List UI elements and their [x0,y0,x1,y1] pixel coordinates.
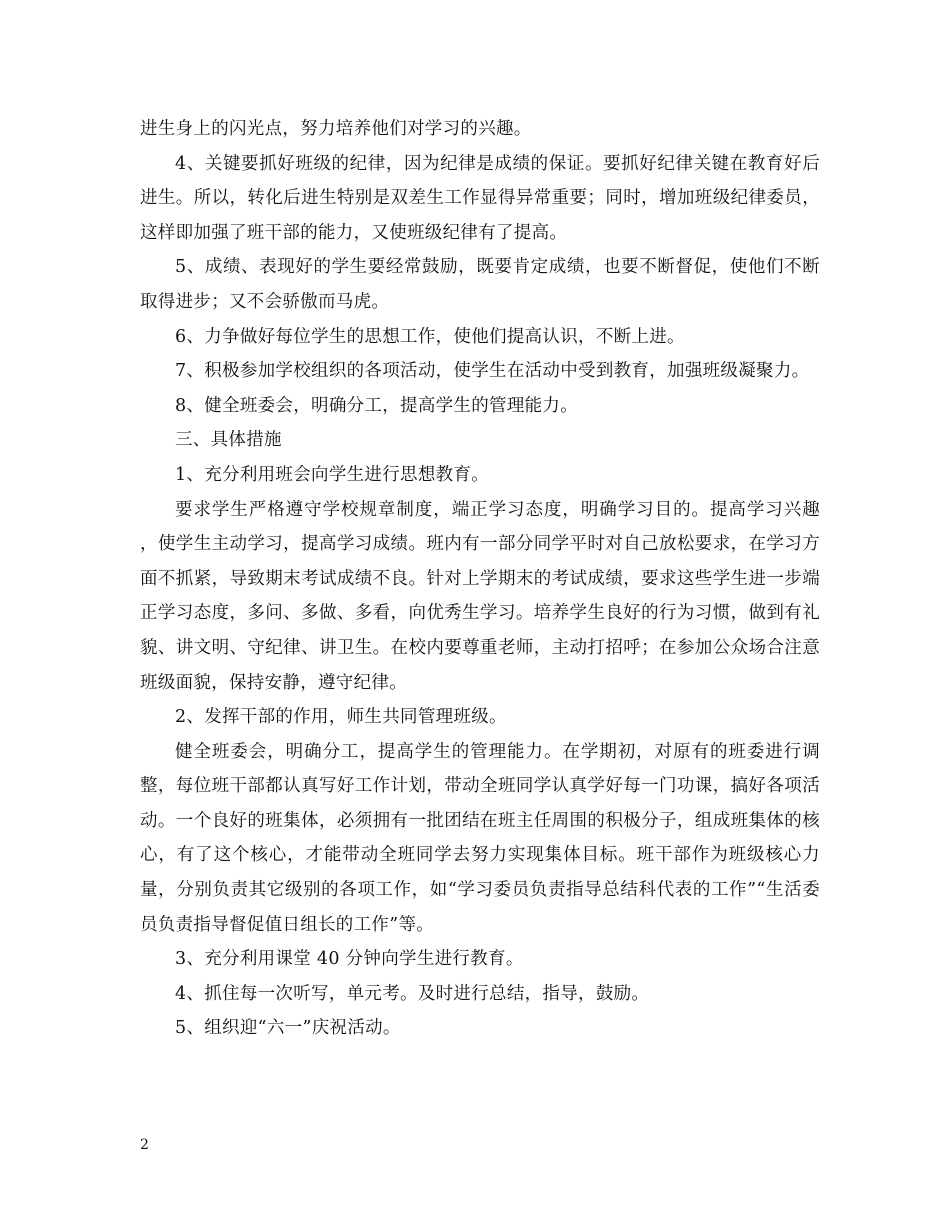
paragraph: 5、成绩、表现好的学生要经常鼓励，既要肯定成绩，也要不断督促，使他们不断取得进步；又不会骄傲而马虎。 [140,257,820,312]
section-heading: 三、具体措施 [175,430,282,451]
paragraph: 8、健全班委会，明确分工，提高学生的管理能力。 [175,395,579,416]
paragraph: 1、充分利用班会向学生进行思想教育。 [175,464,490,485]
paragraph: 5、组织迎“六一”庆祝活动。 [175,1018,401,1039]
paragraph: 2、发挥干部的作用，师生共同管理班级。 [175,707,507,728]
paragraph: 7、积极参加学校组织的各项活动，使学生在活动中受到教育，加强班级凝聚力。 [175,361,810,382]
paragraph: 健全班委会，明确分工，提高学生的管理能力。在学期初，对原有的班委进行调整，每位班干部都认真写好工作计划，带动全班同学认真学好每一门功课，搞好各项活动。一个良好的班集体，必须拥有一批团结在班主任周围的积极分子，组成班集体的核心，有了这个核心，才能带动全班同学去努力实现集体目标。班干部作为班级核心力量，分别负责其它级别的各项工作，如“学习委员负责指导总结科代表的工作”“生活委员负责指导督促值日组长的工作”等。 [140,741,820,935]
paragraph: 4、抓住每一次听写，单元考。及时进行总结，指导，鼓励。 [175,983,650,1004]
paragraph: 进生身上的闪光点，努力培养他们对学习的兴趣。 [140,119,532,139]
page-number: 2 [140,1137,149,1153]
document-body [140,112,820,1046]
paragraph: 3、充分利用课堂 40 分钟向学生进行教育。 [175,949,524,970]
paragraph: 6、力争做好每位学生的思想工作，使他们提高认识，不断上进。 [175,326,685,347]
paragraph: 4、关键要抓好班级的纪律，因为纪律是成绩的保证。要抓好纪律关键在教育好后进生。所以，转化后进生特别是双差生工作显得异常重要；同时，增加班级纪律委员，这样即加强了班干部的能力，又使班级纪律有了提高。 [140,153,820,243]
paragraph: 要求学生严格遵守学校规章制度，端正学习态度，明确学习目的。提高学习兴趣 ，使学生主动学习，提高学习成绩。班内有一部分同学平时对自己放松要求，在学习方面不抓紧，导致期末考试成绩不良。针对上学期末的考试成绩，要求这些学生进一步端正学习态度，多问、多做、多看，向优秀生学习。培养学生良好的行为习惯，做到有礼貌、讲文明、守纪律、讲卫生。在校内要尊重老师，主动打招呼；在参加公众场合注意班级面貌，保持安静，遵守纪律。 [140,499,820,693]
